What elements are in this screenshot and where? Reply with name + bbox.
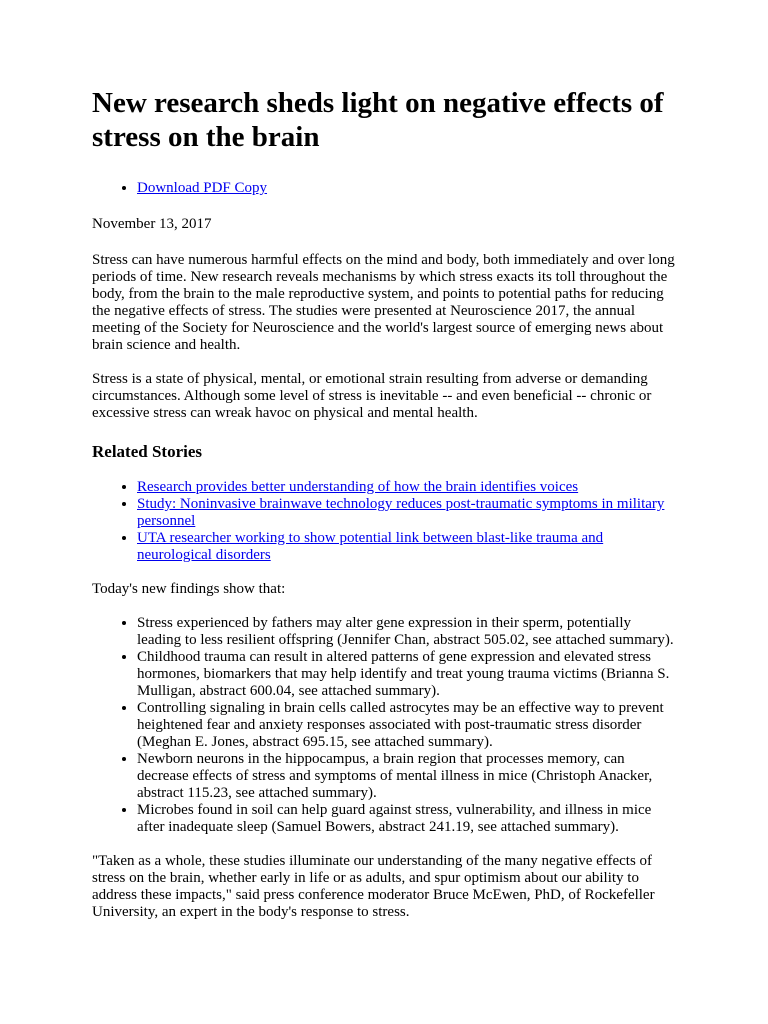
intro-paragraph: Stress can have numerous harmful effects on the mind and body, both immediately and over long periods of time. New research reveals mechanisms by which stress exacts its toll throughout the body, from the brain to the male reproductive system, and points to potential paths for reducing the negative effects of stress. The studies were presented at Neuroscience 2017, the annual meeting of the Society for Neuroscience and the world's largest source of emerging news about brain science and health. bbox=[92, 252, 675, 353]
related-story-link[interactable]: Study: Noninvasive brainwave technology reduces post-traumatic symptoms in military personnel bbox=[137, 496, 665, 529]
related-story-item bbox=[137, 479, 676, 496]
article-title: New research sheds light on negative effects of stress on the brain bbox=[92, 87, 664, 153]
finding-item: • Controlling signaling in brain cells called astrocytes may be an effective way to prevent heightened fear and anxiety responses associated with post-traumatic stress disorder (Meghan E. Jones, abstract 695.15, see attached summary). bbox=[137, 700, 676, 751]
findings-list bbox=[92, 615, 676, 836]
finding-item: • Childhood trauma can result in altered patterns of gene expression and elevated stress hormones, biomarkers that may help identify and treat young trauma victims (Brianna S. Mulligan, abstract 600.04, see attached summary). bbox=[137, 649, 676, 700]
download-list bbox=[92, 180, 676, 197]
finding-item: • Microbes found in soil can help guard against stress, vulnerability, and illness in mice after inadequate sleep (Samuel Bowers, abstract 241.19, see attached summary). bbox=[137, 802, 676, 836]
related-story-link[interactable]: Research provides better understanding of how the brain identifies voices bbox=[137, 479, 579, 495]
article-date: November 13, 2017 bbox=[92, 216, 212, 232]
finding-item: • Stress experienced by fathers may alter gene expression in their sperm, potentially leading to less resilient offspring (Jennifer Chan, abstract 505.02, see attached summary). bbox=[137, 615, 676, 649]
download-pdf-link[interactable]: Download PDF Copy bbox=[137, 180, 268, 196]
quote-paragraph: "Taken as a whole, these studies illuminate our understanding of the many negative effects of stress on the brain, whether early in life or as adults, and spur optimism about our ability to address these impacts," said press conference moderator Bruce McEwen, PhD, of Rockefeller University, an expert in the body's response to stress. bbox=[92, 853, 655, 920]
findings-intro: Today's new findings show that: bbox=[92, 581, 286, 597]
definition-paragraph: Stress is a state of physical, mental, or emotional strain resulting from adverse or demanding circumstances. Although some level of stress is inevitable -- and even beneficial -- chronic or excessive stress can wreak havoc on physical and mental health. bbox=[92, 371, 652, 421]
related-story-link[interactable]: UTA researcher working to show potential link between blast-like trauma and neurological disorders bbox=[137, 530, 604, 563]
related-story-item bbox=[137, 496, 676, 530]
related-stories-list bbox=[92, 479, 676, 564]
download-item bbox=[137, 180, 676, 197]
finding-item: • Newborn neurons in the hippocampus, a brain region that processes memory, can decrease effects of stress and symptoms of mental illness in mice (Christoph Anacker, abstract 115.23, see attached summary). bbox=[137, 751, 676, 802]
related-story-item bbox=[137, 530, 676, 564]
related-stories-heading: Related Stories bbox=[92, 442, 203, 461]
